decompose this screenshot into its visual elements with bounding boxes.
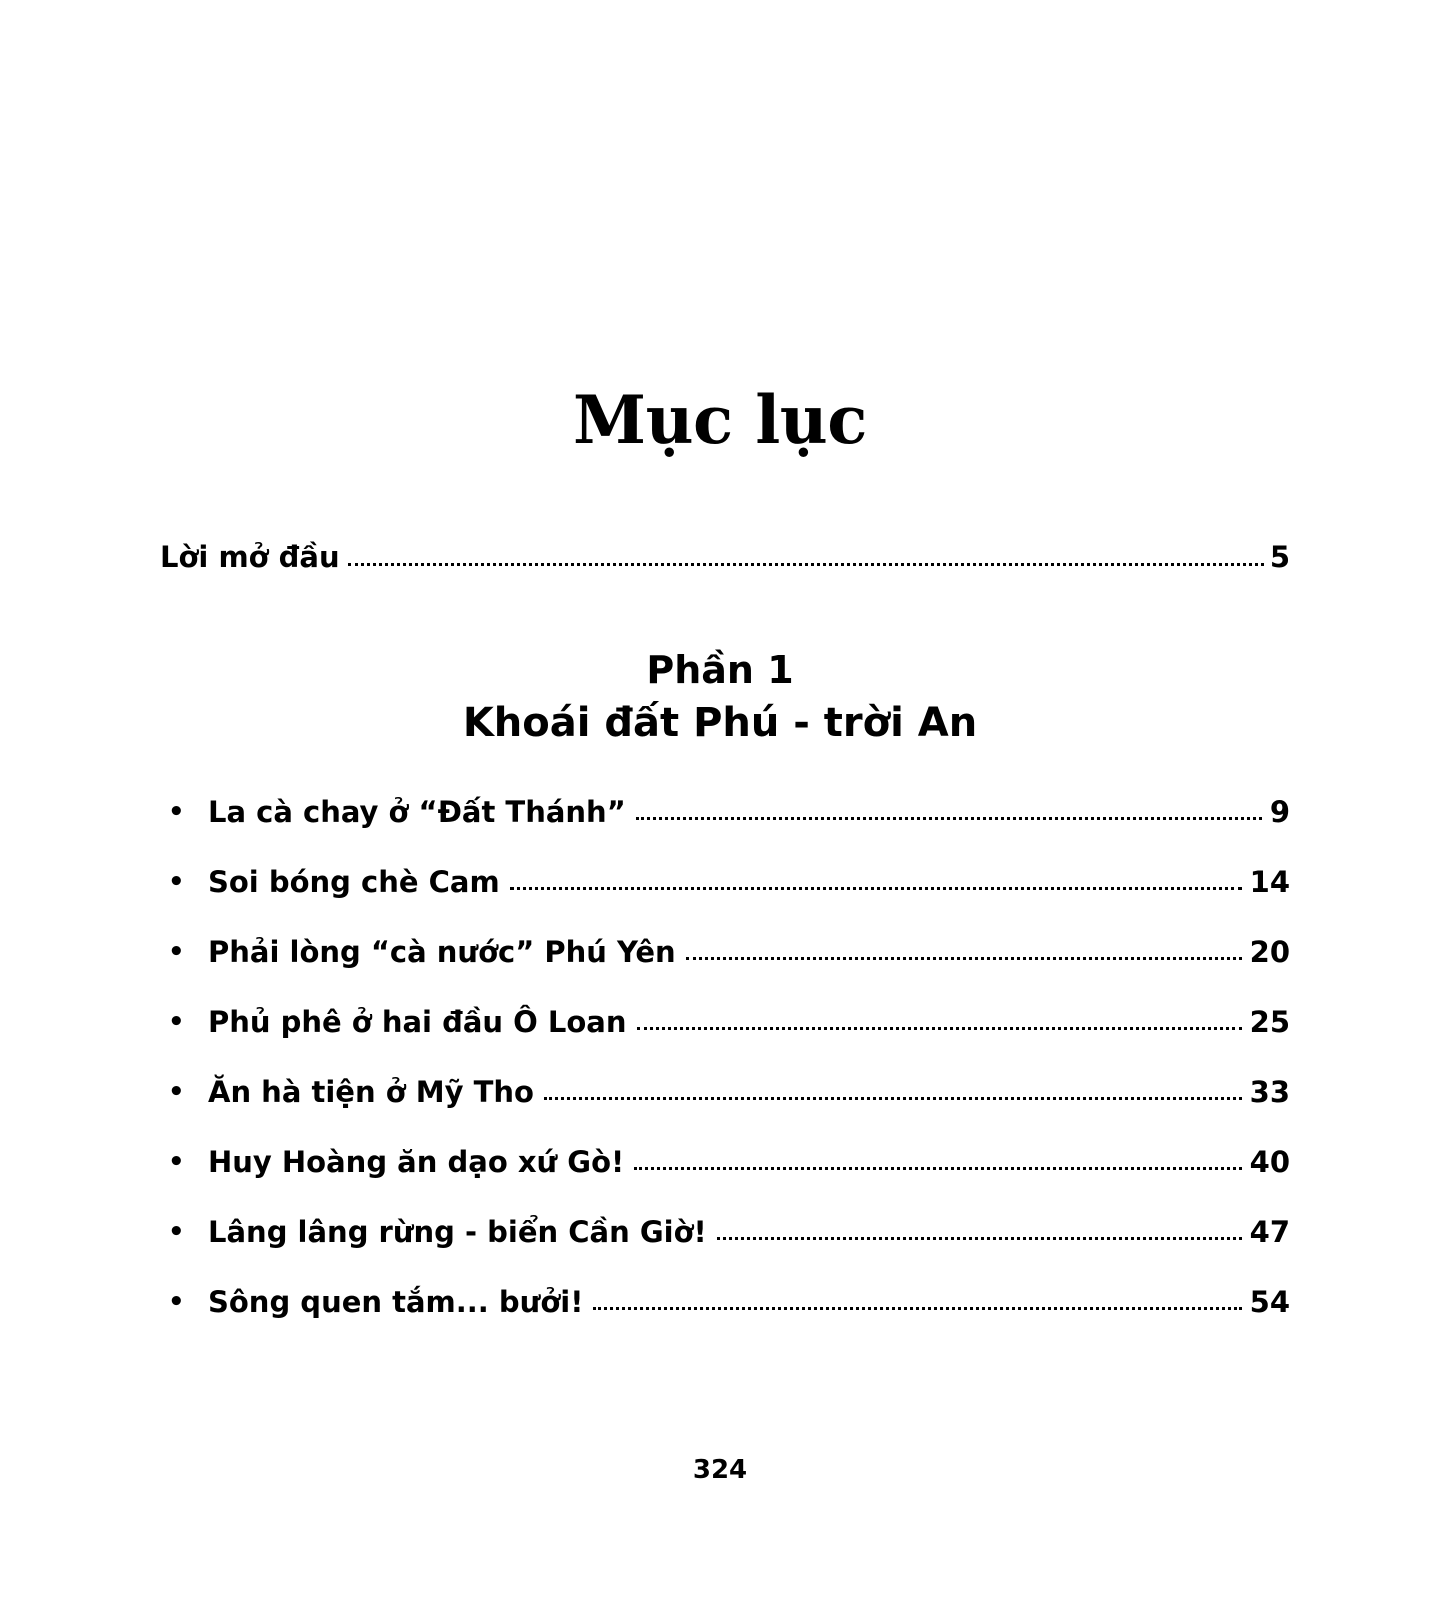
list-item[interactable] <box>168 1215 1290 1249</box>
bullet-icon: • <box>168 1287 185 1317</box>
bullet-icon: • <box>168 867 185 897</box>
toc-entry-page-number: 47 <box>1249 1215 1290 1249</box>
part-heading <box>0 645 1440 750</box>
list-item[interactable] <box>168 1145 1290 1179</box>
bullet-icon: • <box>168 1007 185 1037</box>
dot-leader <box>636 817 1262 820</box>
bullet-icon: • <box>168 797 185 827</box>
toc-entry-page-number: 14 <box>1249 865 1290 899</box>
list-item[interactable] <box>168 795 1290 829</box>
toc-entry-label: La cà chay ở “Đất Thánh” <box>208 795 626 829</box>
toc-entry-label: Lâng lâng rừng - biển Cần Giờ! <box>208 1215 707 1249</box>
toc-entry-page-number: 40 <box>1249 1145 1290 1179</box>
bullet-icon: • <box>168 937 185 967</box>
toc-entry-page-number: 25 <box>1249 1005 1290 1039</box>
list-item[interactable] <box>168 1285 1290 1319</box>
dot-leader <box>637 1027 1242 1030</box>
page-folio: 324 <box>692 1455 748 1485</box>
dot-leader <box>717 1237 1242 1240</box>
toc-entry-label: Lời mở đầu <box>160 540 340 574</box>
dot-leader <box>634 1167 1241 1170</box>
toc-entry-preface[interactable] <box>160 540 1290 575</box>
dot-leader <box>510 887 1242 890</box>
toc-entry-page-number: 5 <box>1269 540 1290 574</box>
page-title: Mục lục <box>573 381 867 460</box>
toc-entry-page-number: 9 <box>1269 795 1290 829</box>
toc-entry-label: Phải lòng “cà nước” Phú Yên <box>208 935 676 969</box>
toc-entry-label: Phủ phê ở hai đầu Ô Loan <box>208 1005 627 1039</box>
dot-leader <box>544 1097 1242 1100</box>
part-title: Khoái đất Phú - trời An <box>462 700 978 747</box>
toc-entry-page-number: 54 <box>1249 1285 1290 1319</box>
chapter-list <box>168 795 1290 1355</box>
toc-entry-label: Soi bóng chè Cam <box>208 865 500 899</box>
list-item[interactable] <box>168 1005 1290 1039</box>
dot-leader <box>348 563 1264 566</box>
bullet-icon: • <box>168 1147 185 1177</box>
bullet-icon: • <box>168 1217 185 1247</box>
toc-entry-label: Ăn hà tiện ở Mỹ Tho <box>208 1075 534 1109</box>
toc-entry-label: Huy Hoàng ăn dạo xứ Gò! <box>208 1145 625 1179</box>
list-item[interactable] <box>168 935 1290 969</box>
list-item[interactable] <box>168 1075 1290 1109</box>
part-number: Phần 1 <box>646 648 794 692</box>
toc-entry-page-number: 20 <box>1249 935 1290 969</box>
bullet-icon: • <box>168 1077 185 1107</box>
toc-entry-page-number: 33 <box>1249 1075 1290 1109</box>
dot-leader <box>593 1307 1241 1310</box>
list-item[interactable] <box>168 865 1290 899</box>
dot-leader <box>686 957 1242 960</box>
toc-entry-label: Sông quen tắm... bưởi! <box>208 1285 584 1319</box>
